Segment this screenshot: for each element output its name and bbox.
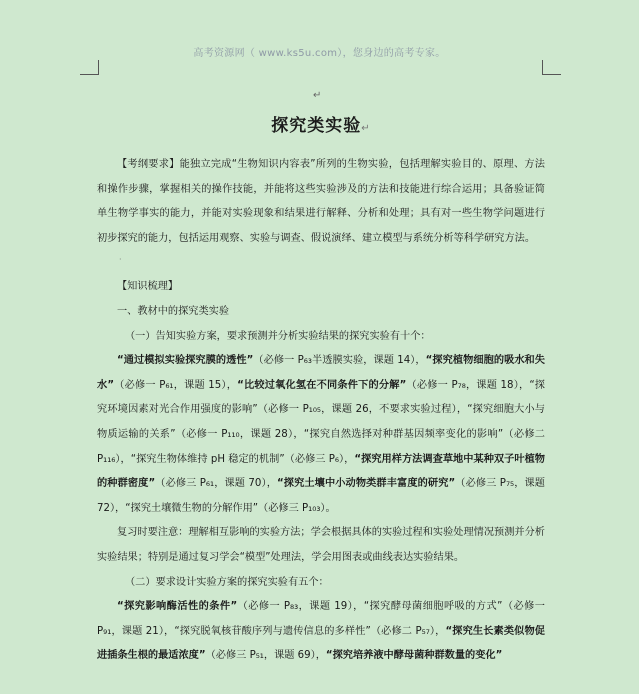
text-run: （必修一 P₆₃半透膜实验，课题 14）， (253, 355, 426, 367)
subsection-heading-2: （二）要求设计实验方案的探究实验有五个： (125, 576, 329, 588)
crop-mark-top-left (80, 60, 99, 75)
text-run: （必修三 P₇₅，课题 72），“探究土壤微生物的分解作用”（必修三 P₁₀₃）。 (97, 478, 545, 514)
knowledge-review-heading: 【知识梳理】 (117, 281, 179, 293)
title-paragraph-mark: ↵ (361, 123, 371, 134)
document-title (97, 114, 545, 141)
bold-experiment-name: “探究培养液中酵母菌种群数量的变化” (325, 650, 503, 662)
subsection-heading-1: （一）告知实验方案，要求预测并分析实验结果的探究实验有十个： (125, 330, 431, 342)
page-header: 高考资源网（ www.ks5u.com），您身边的高考专家。 (193, 48, 446, 59)
syllabus-requirement-paragraph: 【考纲要求】能独立完成“生物知识内容表”所列的生物实验，包括理解实验目的、原理、方法和操作步骤，掌握相关的操作技能，并能将这些实验涉及的方法和技能进行综合运用；具备验证简单生物学事实的能力，并能对实验现象和结果进行解释、分析和处理；具有对一些生物学问题进行初步探究的能力，包括运用观察、实验与调查、假说演绎、建立模型与系统分析等科学研究方法。 (97, 159, 545, 244)
bold-experiment-name: “通过模拟实验探究膜的透性” (117, 355, 254, 367)
text-run: （必修一 P₈₃，课题 19），“探究酵母菌细胞呼吸的方式”（必修一 P₉₁，课题 21），“探究脱氧核苷酸序列与遗传信息的多样性”（必修二 P₅₇）， (97, 601, 545, 637)
review-notes-paragraph: 复习时要注意：理解相互影响的实验方法；学会根据具体的实验过程和实验处理情况预测并分析实验结果；特别是通过复习学会“模型”处理法，学会用图表或曲线表达实验结果。 (97, 527, 545, 563)
section-heading-textbook-experiments: 一、教材中的探究类实验 (117, 305, 230, 317)
bold-experiment-name: “探究用样方法调查草地中某种双子叶植物的种群密度” (97, 453, 545, 490)
text-run: （必修一 P₆₁，课题 15）， (114, 379, 238, 391)
text-run: （必修三 P₅₁，课题 69）， (205, 650, 326, 662)
bold-experiment-name: “探究生长素类似物促进插条生根的最适浓度” (97, 625, 545, 662)
bold-experiment-name: “探究土壤中小动物类群丰富度的研究” (277, 478, 456, 490)
text-run: （必修一 P₇₈，课题 18），“探究环境因素对光合作用强度的影响”（必修一 P₁₀₅，课题 26，不要求实验过程），“探究细胞大小与物质运输的关系”（必修一 P₁₁₀，课题 28），“探究自然选择对种群基因频率变化的影响”（必修二 P₁₁₆），“探究生物体维持 pH 稳定的机制”（必修三 P₆）， (97, 379, 545, 465)
experiment-list-paragraph-1 (97, 349, 545, 521)
crop-mark-top-right (542, 60, 561, 75)
experiment-list-paragraph-2 (97, 595, 545, 669)
empty-line-mark: · (119, 255, 122, 265)
title-text: 探究类实验 (271, 116, 362, 136)
document-body[interactable] (97, 114, 545, 669)
bold-experiment-name: “探究植物细胞的吸水和失水” (97, 355, 545, 391)
paragraph-mark: ↵ (313, 90, 322, 101)
text-run: （必修三 P₆₁，课题 70）， (155, 478, 277, 490)
bold-experiment-name: “比较过氧化氢在不同条件下的分解” (237, 379, 407, 391)
empty-line (97, 251, 545, 275)
bold-experiment-name: “探究影响酶活性的条件” (117, 601, 238, 613)
